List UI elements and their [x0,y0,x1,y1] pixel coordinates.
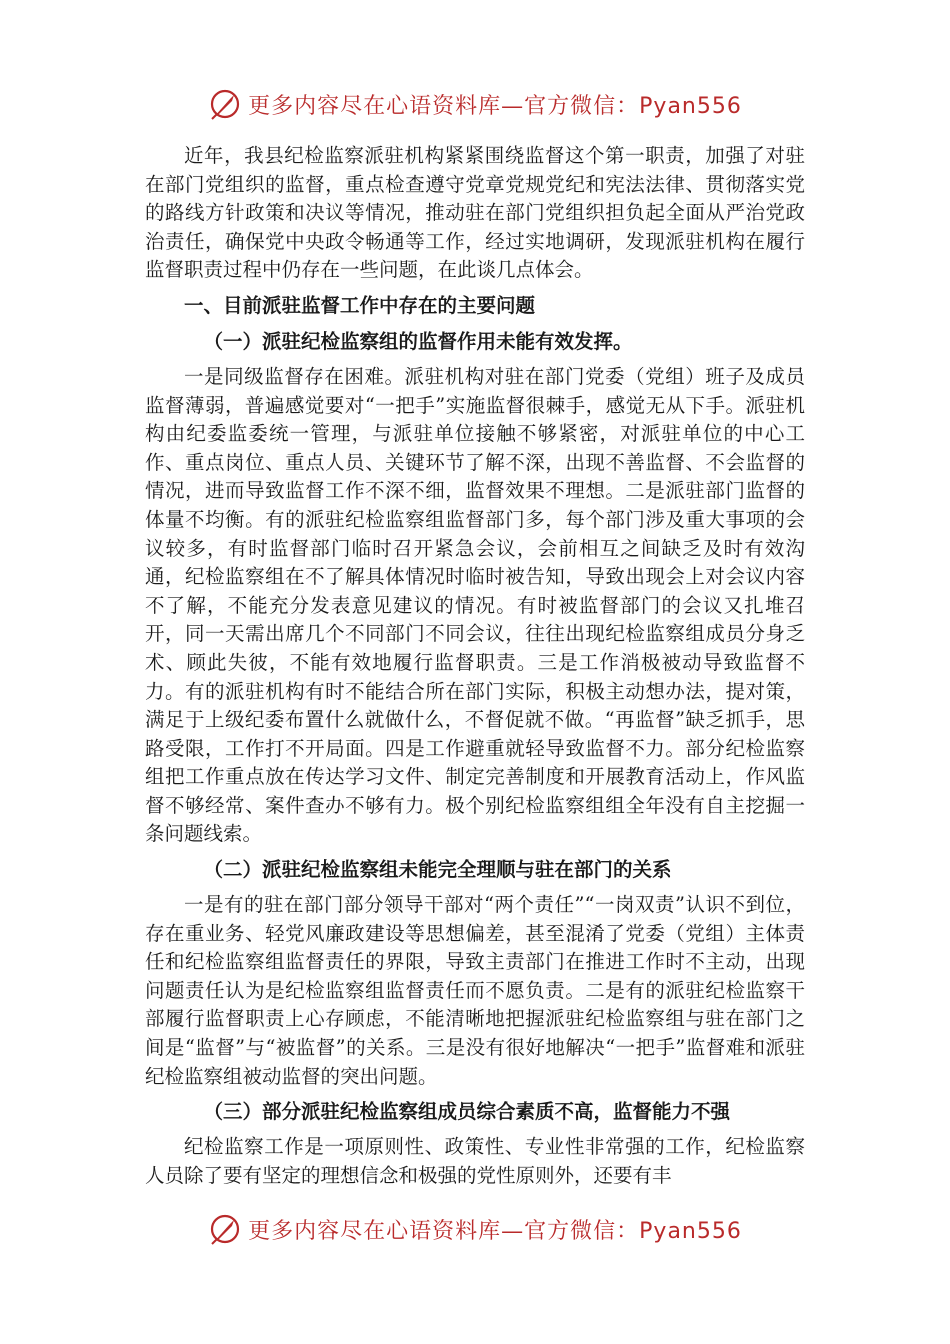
subsection-heading-2: （二）派驻纪检监察组未能完全理顺与驻在部门的关系 [203,858,672,882]
subsection-paragraph-3: 纪检监察工作是一项原则性、政策性、专业性非常强的工作，纪检监察人员除了要有坚定的理想信念和极强的党性原则外，还要有丰 [145,1135,805,1187]
footer-banner [0,1209,950,1249]
subsection-heading-3: （三）部分派驻纪检监察组成员综合素质不高，监督能力不强 [203,1100,731,1124]
header-banner [0,84,950,124]
wechat-id: Pyan556 [639,93,742,119]
intro-paragraph: 近年，我县纪检监察派驻机构紧紧围绕监督这个第一职责，加强了对驻在部门党组织的监督，重点检查遵守党章党规党纪和宪法法律、贯彻落实党的路线方针政策和决议等情况，推动驻在部门党组织担负起全面从严治党政治责任，确保党中央政令畅通等工作，经过实地调研，发现派驻机构在履行监督职责过程中仍存在一些问题，在此谈几点体会。 [145,144,805,282]
wechat-id: Pyan556 [639,1218,742,1244]
quill-logo-icon [208,87,242,121]
banner-text: 更多内容尽在心语资料库—官方微信：Pyan556 [248,1218,742,1244]
banner-text: 更多内容尽在心语资料库—官方微信：Pyan556 [248,93,742,119]
subsection-paragraph-2: 一是有的驻在部门部分领导干部对“两个责任”“一岗双责”认识不到位，存在重业务、轻党风廉政建设等思想偏差，甚至混淆了党委（党组）主体责任和纪检监察组监督责任的界限，导致主责部门在推进工作时不主动，出现问题责任认为是纪检监察组监督责任而不愿负责。二是有的派驻纪检监察干部履行监督职责上心存顾虑，不能清晰地把握派驻纪检监察组与驻在部门之间是“监督”与“被监督”的关系。三是没有很好地解决“一把手”监督难和派驻纪检监察组被动监督的突出问题。 [145,893,805,1088]
document-body [145,142,805,1190]
quill-logo-icon [208,1212,242,1246]
section-heading-1: 一、目前派驻监督工作中存在的主要问题 [184,293,536,317]
subsection-paragraph-1: 一是同级监督存在困难。派驻机构对驻在部门党委（党组）班子及成员监督薄弱，普遍感觉要对“一把手”实施监督很棘手，感觉无从下手。派驻机构由纪委监委统一管理，与派驻单位接触不够紧密，对派驻单位的中心工作、重点岗位、重点人员、关键环节了解不深，出现不善监督、不会监督的情况，进而导致监督工作不深不细，监督效果不理想。二是派驻部门监督的体量不均衡。有的派驻纪检监察组监督部门多，每个部门涉及重大事项的会议较多，有时监督部门临时召开紧急会议，会前相互之间缺乏及时有效沟通，纪检监察组在不了解具体情况时临时被告知，导致出现会上对会议内容不了解，不能充分发表意见建议的情况。有时被监督部门的会议又扎堆召开，同一天需出席几个不同部门不同会议，往往出现纪检监察组成员分身乏术、顾此失彼，不能有效地履行监督职责。三是工作消极被动导致监督不力。有的派驻机构有时不能结合所在部门实际，积极主动想办法，提对策，满足于上级纪委布置什么就做什么，不督促就不做。“再监督”缺乏抓手，思路受限，工作打不开局面。四是工作避重就轻导致监督不力。部分纪检监察组把工作重点放在传达学习文件、制定完善制度和开展教育活动上，作风监督不够经常、案件查办不够有力。极个别纪检监察组组全年没有自主挖掘一条问题线索。 [145,364,805,846]
subsection-heading-1: （一）派驻纪检监察组的监督作用未能有效发挥。 [203,329,633,353]
